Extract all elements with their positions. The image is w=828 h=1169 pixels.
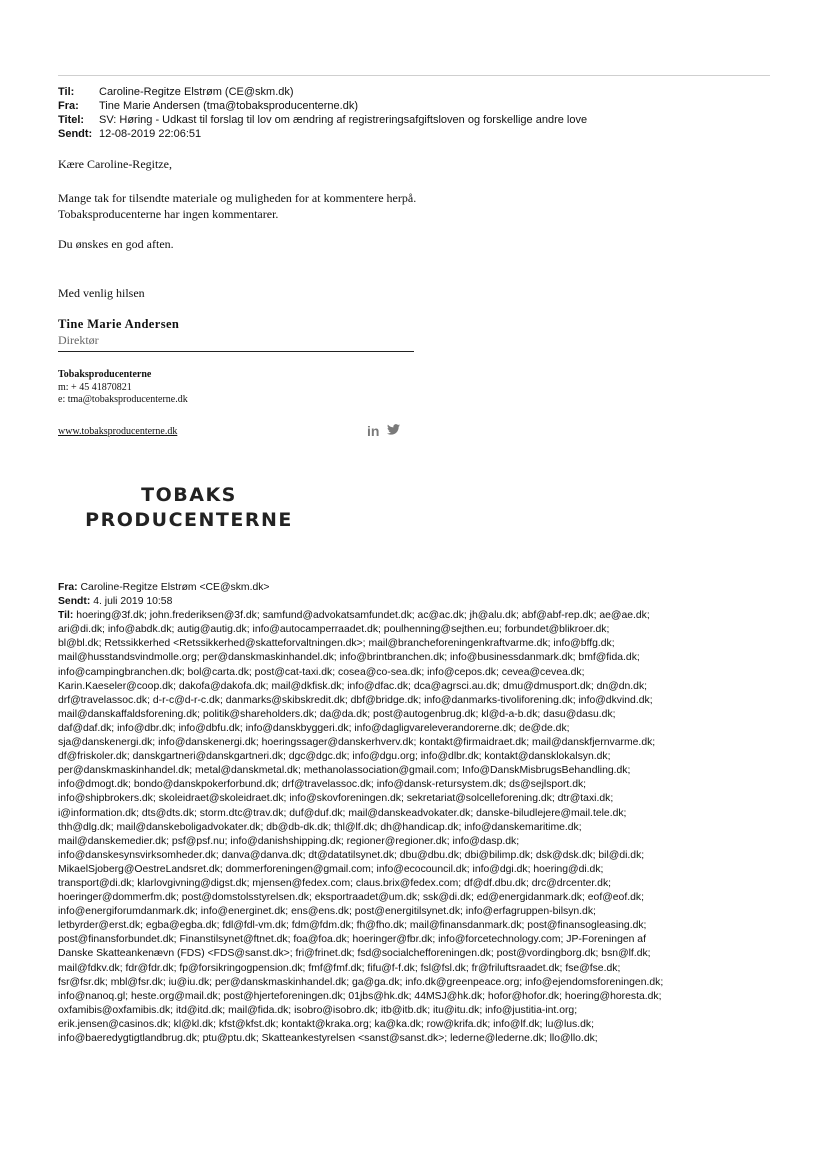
recipient-text: info@shipbrokers.dk; skoleidraet@skoleidraet.dk; info@skovforeningen.dk; sekretariat@solcelleforening.dk; dtr@taxi.dk; <box>58 793 614 805</box>
recipient-text: sja@danskenergi.dk; info@danskenergi.dk; hoeringssager@danskerhverv.dk; kontakt@firmaidraet.dk; mail@danskfjernvarme.dk; <box>58 737 656 749</box>
recipient-line <box>58 849 770 863</box>
recipient-line <box>58 1032 770 1046</box>
recipient-line <box>58 891 770 905</box>
body-line-3: Du ønskes en god aften. <box>58 237 174 251</box>
forwarded-from-label: Fra: <box>58 582 78 593</box>
recipient-line <box>58 651 770 665</box>
recipient-line <box>58 905 770 919</box>
recipient-text: thh@dlg.dk; mail@danskeboligadvokater.dk; db@db-dk.dk; thl@lf.dk; dh@handicap.dk; info@danskemaritime.dk; <box>58 821 582 833</box>
recipient-line <box>58 708 770 722</box>
recipient-text: i@information.dk; dts@dts.dk; storm.dtc@trav.dk; duf@duf.dk; mail@danskeadvokater.dk; danske-biludlejere@mail.tele.dk; <box>58 807 627 819</box>
recipient-text: Danske Skatteankenævn (FDS) <FDS@sanst.dk>; fri@frinet.dk; fsd@socialchefforeningen.dk; post@vordingborg.dk; bsn@lf.dk; <box>58 948 651 960</box>
email-header <box>58 85 587 141</box>
header-sent-value: 12-08-2019 22:06:51 <box>99 128 202 140</box>
header-from-label: Fra: <box>58 100 79 112</box>
signature-phone: m: + 45 41870821 <box>58 381 132 393</box>
recipient-line <box>58 680 770 694</box>
top-divider <box>58 75 770 76</box>
recipient-text: post@finansforbundet.dk; Finanstilsynet@ftnet.dk; foa@foa.dk; hoeringer@fbr.dk; info@forcetechnology.com; JP-Foreningen af <box>58 934 646 946</box>
header-sent <box>58 127 587 141</box>
recipient-text: df@friskoler.dk; danskgartneri@danskgartneri.dk; dgc@dgc.dk; info@dgu.org; info@dlbr.dk; kontakt@dansklokalsyn.dk; <box>58 751 611 763</box>
recipient-line <box>58 722 770 736</box>
recipient-line <box>58 835 770 849</box>
header-subject-value: SV: Høring - Udkast til forslag til lov om ændring af registreringsafgiftsloven og forskellige andre love <box>99 114 588 126</box>
forwarded-sent <box>58 595 770 609</box>
signature-name: Tine Marie Andersen <box>58 317 180 331</box>
recipient-line <box>58 933 770 947</box>
recipient-line <box>58 666 770 680</box>
closing: Med venlig hilsen <box>58 286 145 300</box>
recipient-text: info@danskesynsvirksomheder.dk; danva@danva.dk; dt@datatilsynet.dk; dbu@dbu.dk; dbi@bilimp.dk; dsk@dsk.dk; bil@di.dk; <box>58 849 645 861</box>
recipient-text: transport@di.dk; klarlovgivning@digst.dk; mjensen@fedex.com; claus.brix@fedex.com; df@df.dbu.dk; drc@drcenter.dk; <box>58 877 612 889</box>
signature-email[interactable]: e: tma@tobaksproducenterne.dk <box>58 394 188 405</box>
recipient-line <box>58 792 770 806</box>
body-line-2: Tobaksproducenterne har ingen kommentarer. <box>58 207 279 221</box>
signature-role: Direktør <box>58 333 99 347</box>
recipient-line <box>58 821 770 835</box>
header-subject <box>58 113 587 127</box>
signature-contact <box>58 369 188 407</box>
forwarded-from <box>58 581 770 595</box>
recipient-line <box>58 976 770 990</box>
forwarded-sent-value: 4. juli 2019 10:58 <box>93 596 173 608</box>
recipient-text: info@energiforumdanmark.dk; info@energinet.dk; ens@ens.dk; post@energitilsynet.dk; info@erfagruppen-bilsyn.dk; <box>58 906 596 918</box>
recipient-text: daf@daf.dk; info@dbr.dk; info@dbfu.dk; info@danskbyggeri.dk; info@dagligvareleverandorerne.dk; de@de.dk; <box>58 722 570 734</box>
recipient-line <box>58 1018 770 1032</box>
recipient-text: erik.jensen@casinos.dk; kl@kl.dk; kfst@kfst.dk; kontakt@kraka.org; ka@ka.dk; row@krifa.dk; info@lf.dk; lu@lus.dk; <box>58 1018 594 1030</box>
header-sent-label: Sendt: <box>58 128 93 140</box>
company-logo <box>83 483 295 533</box>
signature-website-link[interactable]: www.tobaksproducenterne.dk <box>58 426 178 437</box>
recipient-list <box>58 609 770 1046</box>
recipient-text: letbyrder@erst.dk; egba@egba.dk; fdl@fdl-vm.dk; fdm@fdm.dk; fh@fho.dk; mail@finansdanmark.dk; post@finansogleasing.dk; <box>58 920 647 932</box>
recipient-line <box>58 694 770 708</box>
recipient-text: Karin.Kaeseler@coop.dk; dakofa@dakofa.dk; mail@dkfisk.dk; info@dfac.dk; dca@agrsci.au.dk; dmu@dmusport.dk; dn@dn.dk; <box>58 680 648 692</box>
recipient-line <box>58 750 770 764</box>
forwarded-message <box>58 581 770 1046</box>
recipient-line <box>58 807 770 821</box>
recipient-text: mail@fdkv.dk; fdr@fdr.dk; fp@forsikringogpension.dk; fmf@fmf.dk; fifu@f-f.dk; fsl@fsl.dk; fr@friluftsraadet.dk; fse@fse.dk; <box>58 962 621 974</box>
linkedin-icon[interactable]: in <box>367 423 380 439</box>
social-links <box>367 422 400 440</box>
recipient-text: per@danskmaskinhandel.dk; metal@danskmetal.dk; methanolassociation@gmail.com; Info@DanskMisbrugsBehandling.dk; <box>58 765 631 777</box>
twitter-icon[interactable] <box>387 422 400 440</box>
logo-line-2: PRODUCENTERNE <box>85 509 293 531</box>
recipient-line <box>58 919 770 933</box>
recipient-line <box>58 947 770 961</box>
recipient-text: hoering@3f.dk; john.frederiksen@3f.dk; samfund@advokatsamfundet.dk; ac@ac.dk; jh@alu.dk; abf@abf-rep.dk; ae@ae.dk; <box>76 610 650 622</box>
recipient-text: bl@bl.dk; Retssikkerhed <Retssikkerhed@skatteforvaltningen.dk>; mail@brancheforeningenkraftvarme.dk; info@bffg.dk; <box>58 638 615 650</box>
forwarded-from-value: Caroline-Regitze Elstrøm <CE@skm.dk> <box>80 582 270 593</box>
recipient-line <box>58 863 770 877</box>
recipient-line <box>58 637 770 651</box>
recipient-text: hoeringer@dommerfm.dk; post@domstolsstyrelsen.dk; eksportraadet@um.dk; ssk@di.dk; ed@energidanmark.dk; eof@eof.dk; <box>58 892 644 904</box>
recipient-line <box>58 736 770 750</box>
signature-company: Tobaksproducenterne <box>58 369 152 380</box>
recipient-line <box>58 1004 770 1018</box>
header-subject-label: Titel: <box>58 114 85 126</box>
recipient-line <box>58 764 770 778</box>
recipient-line <box>58 778 770 792</box>
recipient-text: MikaelSjoberg@OestreLandsret.dk; dommerforeningen@gmail.com; info@ecocouncil.dk; info@dgi.dk; hoering@di.dk; <box>58 863 604 875</box>
recipient-text: info@nanoq.gl; heste.org@mail.dk; post@hjerteforeningen.dk; 01jbs@hk.dk; 44MSJ@hk.dk; hofor@hofor.dk; hoering@horesta.dk; <box>58 990 662 1002</box>
recipient-line <box>58 623 770 637</box>
recipient-text: mail@husstandsvindmolle.org; per@danskmaskinhandel.dk; info@brintbranchen.dk; info@businessdanmark.dk; bmf@fida.dk; <box>58 652 640 664</box>
recipient-text: drf@travelassoc.dk; d-r-c@d-r-c.dk; danmarks@skibskredit.dk; dbf@bridge.dk; info@danmarks-tivoliforening.dk; info@dkvind.dk; <box>58 694 653 706</box>
header-from-value: Tine Marie Andersen (tma@tobaksproducenterne.dk) <box>99 100 358 112</box>
recipient-text: mail@danskemedier.dk; psf@psf.nu; info@danishshipping.dk; regioner@regioner.dk; info@dasp.dk; <box>58 835 520 847</box>
recipient-text: mail@danskaffaldsforening.dk; politik@shareholders.dk; da@da.dk; post@autogenbrug.dk; kl@d-a-b.dk; dasu@dasu.dk; <box>58 708 616 720</box>
greeting: Kære Caroline-Regitze, <box>58 157 172 171</box>
body-line-1: Mange tak for tilsendte materiale og muligheden for at kommentere herpå. <box>58 191 417 205</box>
recipient-line <box>58 990 770 1004</box>
header-to-value: Caroline-Regitze Elstrøm (CE@skm.dk) <box>99 86 294 98</box>
recipient-text: fsr@fsr.dk; mbl@fsr.dk; iu@iu.dk; per@danskmaskinhandel.dk; ga@ga.dk; info.dk@greenpeace.org; info@ejendomsforeningen.dk; <box>58 976 664 988</box>
header-from <box>58 99 587 113</box>
recipient-text: oxfamibis@oxfamibis.dk; itd@itd.dk; mail@fida.dk; isobro@isobro.dk; itb@itb.dk; itu@itu.dk; info@justitia-int.org; <box>58 1004 578 1016</box>
recipient-text: info@baeredygtigtlandbrug.dk; ptu@ptu.dk; Skatteankestyrelsen <sanst@sanst.dk>; lederne@lederne.dk; llo@llo.dk; <box>58 1033 598 1044</box>
header-to-label: Til: <box>58 86 75 98</box>
logo-line-1: TOBAKS <box>141 484 237 506</box>
forwarded-sent-label: Sendt: <box>58 596 91 608</box>
recipient-line <box>58 609 770 623</box>
signature-divider <box>58 351 414 352</box>
recipient-line <box>58 962 770 976</box>
recipient-line <box>58 877 770 891</box>
header-to <box>58 85 587 99</box>
recipient-text: info@dmogt.dk; bondo@danskpokerforbund.dk; drf@travelassoc.dk; info@dansk-retursystem.dk; ds@sejlsport.dk; <box>58 779 587 791</box>
forwarded-to-label: Til: <box>58 610 74 622</box>
recipient-text: ari@di.dk; info@abdk.dk; autig@autig.dk; info@autocamperraadet.dk; poulhenning@sejthen.eu; forbundet@blikroer.dk; <box>58 624 610 636</box>
recipient-text: info@campingbranchen.dk; bol@carta.dk; post@cat-taxi.dk; cosea@co-sea.dk; info@cepos.dk; cevea@cevea.dk; <box>58 666 585 678</box>
